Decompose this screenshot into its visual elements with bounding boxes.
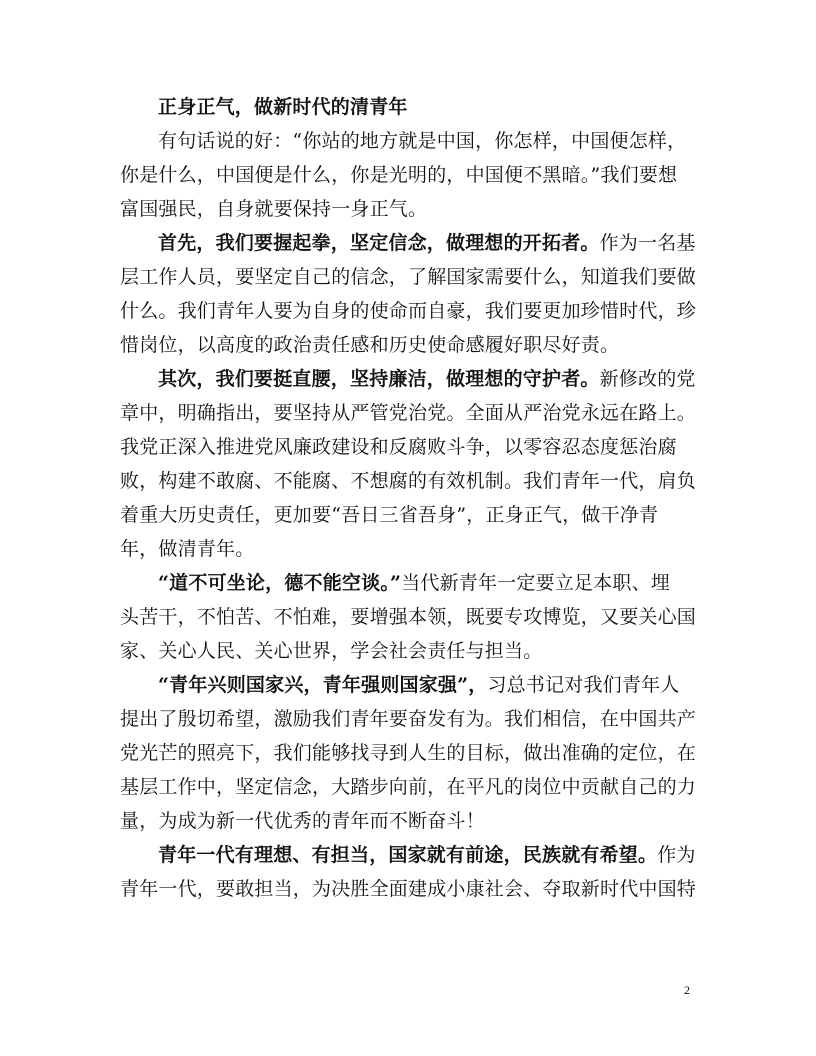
paragraph-5-line-1 [120, 668, 696, 702]
paragraph-2-line-1 [120, 226, 696, 260]
paragraph-3-line-5: 着重大历史责任，更加要“吾日三省吾身”，正身正气，做干净青 [120, 504, 659, 526]
paragraph-2-line-4: 惜岗位，以高度的政治责任感和历史使命感履好职尽好责。 [120, 334, 620, 356]
paragraph-4-line-1-text: 当代新青年一定要立足本职、埋 [401, 572, 670, 594]
paragraph-5-line-1-text: 习总书记对我们青年人 [487, 674, 680, 696]
paragraph-4-line-3: 家、关心人民、关心世界，学会社会责任与担当。 [120, 640, 543, 662]
paragraph-4-line-2: 头苦干，不怕苦、不怕难，要增强本领，既要专攻博览，又要关心国 [120, 606, 696, 628]
paragraph-5-line-3: 党光芒的照亮下，我们能够找寻到人生的目标，做出准确的定位，在 [120, 742, 696, 764]
paragraph-6-line-1 [120, 838, 696, 872]
paragraph-3-line-2: 章中，明确指出，要坚持从严管党治党。全面从严治党永远在路上。 [120, 402, 696, 424]
paragraph-3-line-6: 年，做清青年。 [120, 538, 255, 560]
paragraph-2-line-1-text: 作为一名基 [599, 232, 696, 254]
paragraph-1-line-1: 有句话说的好：“你站的地方就是中国，你怎样，中国便怎样， [158, 130, 687, 152]
paragraph-5-line-4: 基层工作中，坚定信念，大踏步向前，在平凡的岗位中贡献自己的力 [120, 776, 696, 798]
paragraph-2-line-2: 层工作人员，要坚定自己的信念，了解国家需要什么，知道我们要做 [120, 266, 696, 288]
paragraph-5-line-5: 量，为成为新一代优秀的青年而不断奋斗！ [120, 810, 485, 832]
paragraph-4-line-1 [120, 566, 696, 600]
paragraph-3-line-1-text: 新修改的党 [599, 368, 696, 390]
paragraph-1-line-3: 富国强民，自身就要保持一身正气。 [120, 198, 428, 220]
paragraph-2-lead: 首先，我们要握起拳，坚定信念，做理想的开拓者。 [158, 232, 600, 254]
paragraph-2-line-3: 什么。我们青年人要为自身的使命而自豪，我们要更加珍惜时代，珍 [120, 300, 696, 322]
paragraph-6-line-2: 青年一代，要敢担当，为决胜全面建成小康社会、夺取新时代中国特 [120, 878, 696, 900]
paragraph-3-line-1 [120, 362, 696, 396]
paragraph-3-line-4: 败，构建不敢腐、不能腐、不想腐的有效机制。我们青年一代，肩负 [120, 470, 696, 492]
document-body [120, 90, 696, 906]
paragraph-4-lead: “道不可坐论，德不能空谈。” [158, 572, 402, 594]
paragraph-6-lead: 青年一代有理想、有担当，国家就有前途，民族就有希望。 [158, 844, 658, 866]
paragraph-6-line-1-text: 作为 [657, 844, 696, 866]
paragraph-3-line-3: 我党正深入推进党风廉政建设和反腐败斗争，以零容忍态度惩治腐 [120, 436, 677, 458]
paragraph-5-line-2: 提出了殷切希望，激励我们青年要奋发有为。我们相信，在中国共产 [120, 708, 696, 730]
paragraph-1-line-2: 你是什么，中国便是什么，你是光明的，中国便不黑暗。”我们要想 [120, 164, 678, 186]
paragraph-3-lead: 其次，我们要挺直腰，坚持廉洁，做理想的守护者。 [158, 368, 600, 390]
paragraph-5-lead: “青年兴则国家兴，青年强则国家强”， [158, 674, 488, 696]
page-number: 2 [684, 983, 690, 997]
document-title: 正身正气，做新时代的清青年 [158, 96, 408, 118]
